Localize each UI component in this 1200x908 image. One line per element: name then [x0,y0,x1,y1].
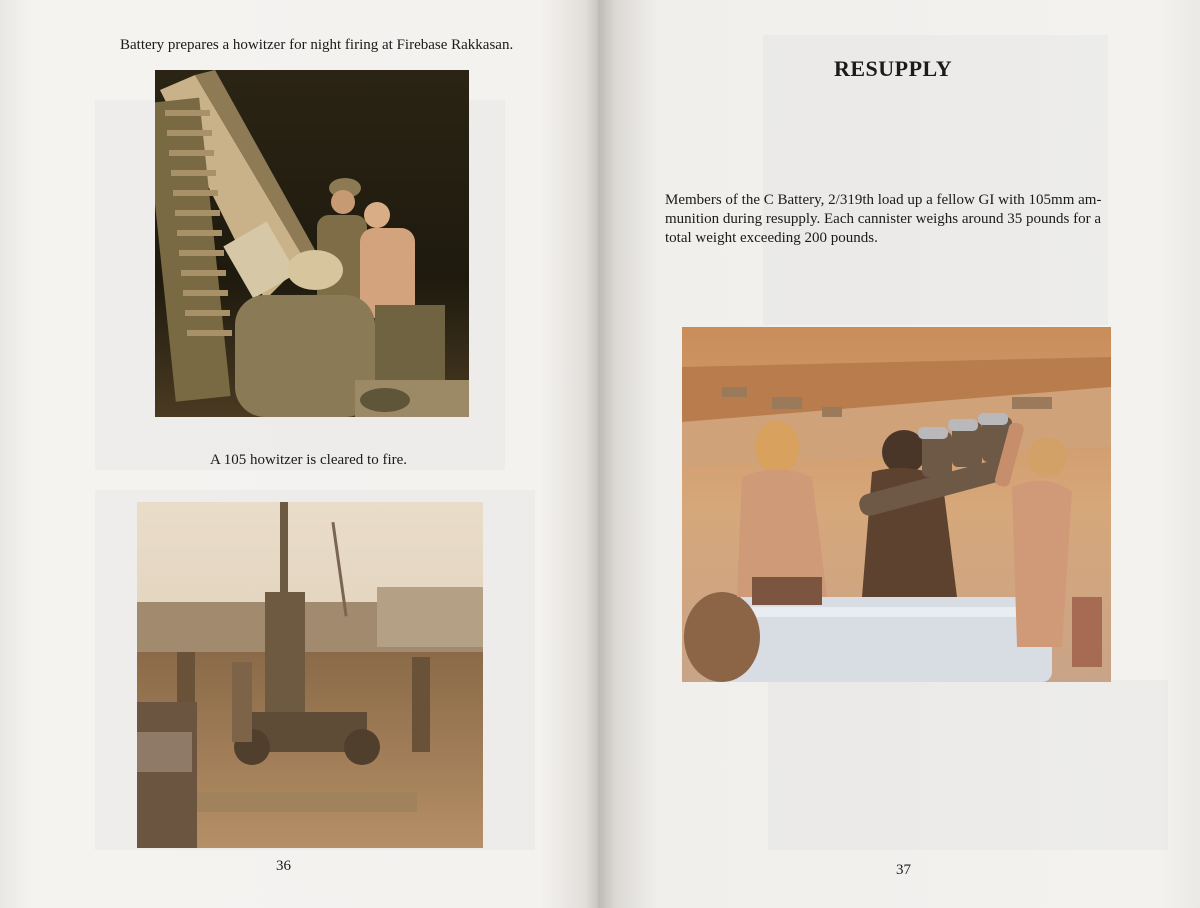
page-number-right: 37 [896,862,911,878]
middle-photo-caption: A 105 howitzer is cleared to fire. [210,452,408,468]
show-through-shadow [768,680,1168,850]
page-number-left: 36 [276,858,291,874]
paragraph-line: total weight exceeding 200 pounds. [665,230,878,246]
page-heading: RESUPPLY [834,56,953,81]
right-page [598,0,1200,908]
paragraph-line: munition during resupply. Each cannister weighs around 35 pounds for a [665,211,1102,227]
firebase-howitzer-photo [137,502,483,848]
paragraph-line: Members of the C Battery, 2/319th load up a fellow GI with 105mm am- [665,192,1102,208]
resupply-paragraph [665,191,1109,248]
night-howitzer-photo [155,70,469,417]
resupply-photo [682,327,1111,682]
top-photo-caption: Battery prepares a howitzer for night firing at Firebase Rakkasan. [120,37,514,53]
left-page [0,0,598,908]
